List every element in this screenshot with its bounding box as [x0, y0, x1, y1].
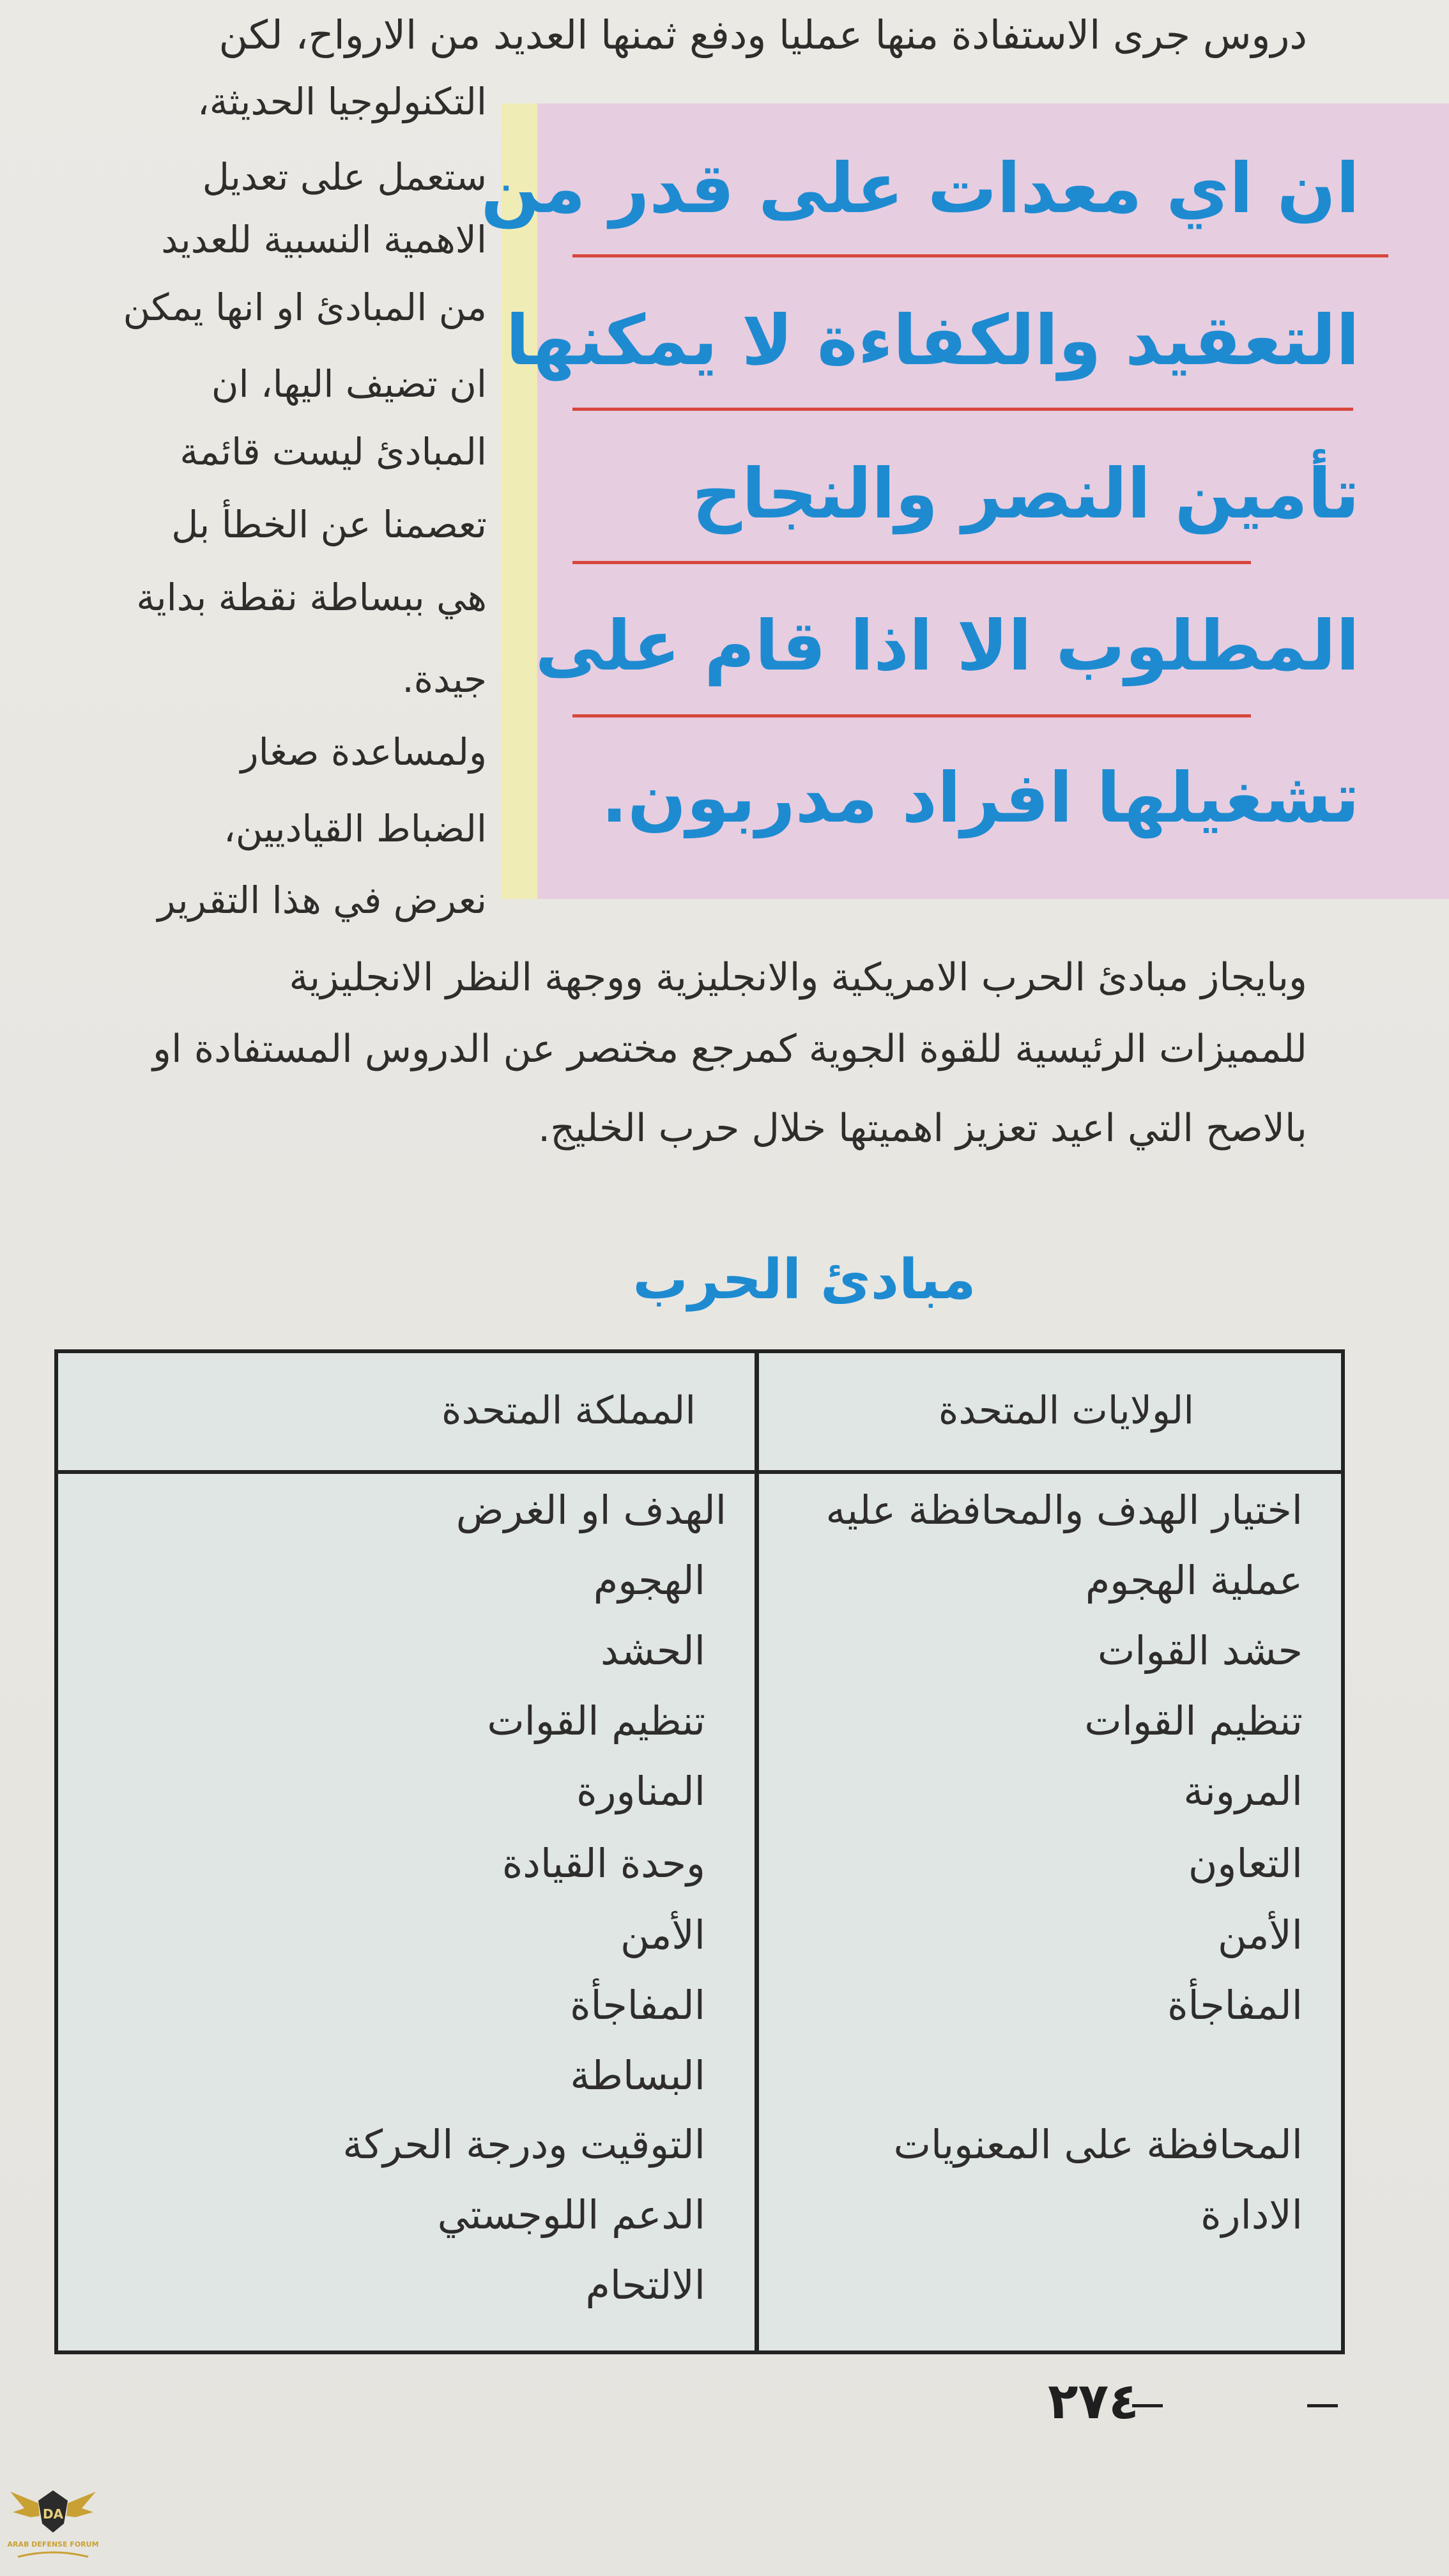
- table-cell: عملية الهجوم: [1085, 1557, 1303, 1604]
- watermark-text: ARAB DEFENSE FORUM: [7, 2540, 99, 2549]
- pull-quote-rule: [572, 408, 1353, 411]
- pull-quote-line: ان اي معدات على قدر من: [480, 149, 1360, 229]
- table-cell: المناورة: [576, 1768, 705, 1814]
- article-line: بالاصح التي اعيد تعزيز اهميتها خلال حرب الخليج.: [538, 1106, 1307, 1151]
- table-cell: التوقيت ودرجة الحركة: [342, 2121, 705, 2168]
- article-line: المبادئ ليست قائمة: [180, 430, 487, 473]
- table-header-us: الولايات المتحدة: [938, 1388, 1194, 1433]
- pull-quote-rule: [572, 561, 1251, 564]
- table-header-uk: المملكة المتحدة: [441, 1388, 696, 1433]
- article-line: وبايجاز مبادئ الحرب الامريكية والانجليزية ووجهة النظر الانجليزية: [289, 955, 1307, 1000]
- table-cell: المفاجأة: [1167, 1982, 1303, 2028]
- table-cell: الهدف او الغرض: [456, 1487, 726, 1533]
- arab-defense-forum-logo-icon: [5, 2479, 101, 2568]
- pull-quote: [480, 103, 1449, 899]
- table-cell: الهجوم: [593, 1557, 705, 1604]
- pull-quote-rule: [572, 254, 1388, 257]
- pull-quote-line: تأمين النصر والنجاح: [692, 454, 1360, 534]
- principles-table: [54, 1349, 1345, 2354]
- pull-quote-line: التعقيد والكفاءة لا يمكنها: [505, 301, 1360, 381]
- article-line: الضباط القياديين،: [224, 807, 487, 850]
- article-line: هي ببساطة نقطة بداية: [136, 576, 487, 619]
- article-line: تعصمنا عن الخطأ بل: [171, 503, 487, 546]
- table-title: مبادئ الحرب: [632, 1248, 976, 1312]
- article-line: ستعمل على تعديل: [202, 155, 487, 199]
- table-cell: المحافظة على المعنويات: [893, 2121, 1303, 2168]
- table-header-divider: [58, 1470, 1341, 1474]
- article-line: من المبادئ او انها يمكن: [123, 286, 487, 329]
- article-line: التكنولوجيا الحديثة،: [197, 80, 487, 123]
- article-top-line: دروس جرى الاستفادة منها عمليا ودفع ثمنها العديد من الارواح، لكن: [218, 12, 1307, 58]
- article-line: للمميزات الرئيسية للقوة الجوية كمرجع مختصر عن الدروس المستفادة او: [153, 1027, 1307, 1071]
- table-cell: الأمن: [620, 1912, 705, 1958]
- article-line: ولمساعدة صغار: [240, 730, 487, 774]
- table-column-divider: [755, 1353, 759, 2350]
- table-cell: تنظيم القوات: [487, 1698, 705, 1744]
- page-number: ٢٧٤: [1048, 2373, 1139, 2430]
- table-cell: المرونة: [1183, 1768, 1303, 1814]
- article-line: نعرض في هذا التقرير: [157, 878, 487, 922]
- article-line: ان تضيف اليها، ان: [211, 362, 487, 406]
- pull-quote-line: المطلوب الا اذا قام على: [535, 606, 1360, 686]
- table-cell: اختيار الهدف والمحافظة عليه: [825, 1487, 1303, 1533]
- svg-text:DA: DA: [42, 2506, 64, 2522]
- table-cell: الادارة: [1200, 2191, 1303, 2238]
- pull-quote-rule: [572, 714, 1251, 717]
- table-cell: تنظيم القوات: [1084, 1698, 1303, 1744]
- page-number-dash: [1307, 2404, 1338, 2407]
- article-line: الاهمية النسبية للعديد: [161, 218, 487, 261]
- table-cell: التعاون: [1188, 1840, 1303, 1887]
- table-cell: الحشد: [601, 1627, 705, 1674]
- table-cell: المفاجأة: [570, 1982, 705, 2028]
- table-cell: حشد القوات: [1098, 1627, 1303, 1674]
- table-cell: البساطة: [570, 2052, 705, 2099]
- table-cell: الدعم اللوجستي: [437, 2191, 705, 2238]
- pull-quote-line: تشغيلها افراد مدربون.: [601, 758, 1360, 838]
- table-cell: وحدة القيادة: [502, 1840, 705, 1887]
- table-cell: الأمن: [1218, 1912, 1303, 1958]
- table-cell: الالتحام: [585, 2262, 705, 2308]
- article-line: جيدة.: [402, 657, 487, 701]
